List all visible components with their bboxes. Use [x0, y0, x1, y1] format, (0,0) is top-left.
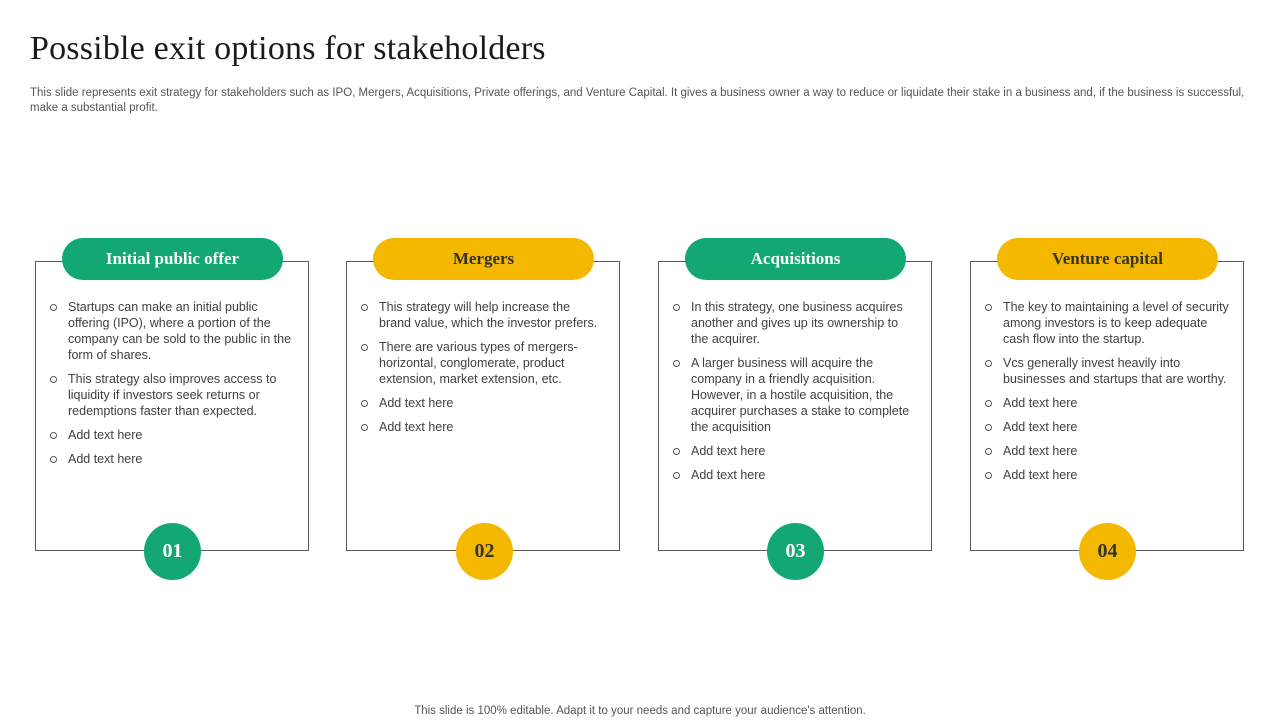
bullet-item: Startups can make an initial public offering (IPO), where a portion of the company can be sold to the public in the form of shares.: [50, 299, 294, 363]
card-number-badge: 04: [1079, 523, 1136, 580]
bullet-item: Add text here: [985, 419, 1229, 435]
card-bullet-list: [985, 299, 1229, 491]
bullet-item: Add text here: [985, 443, 1229, 459]
card-heading-acquisitions: Acquisitions: [685, 238, 906, 280]
bullet-item: This strategy also improves access to liquidity if investors seek returns or redemptions faster than expected.: [50, 371, 294, 419]
bullet-item: In this strategy, one business acquires another and gives up its ownership to the acquirer.: [673, 299, 917, 347]
bullet-item: Add text here: [673, 443, 917, 459]
bullet-item: Add text here: [50, 427, 294, 443]
card-heading-mergers: Mergers: [373, 238, 594, 280]
card-initial-public-offer: [35, 261, 309, 551]
bullet-item: There are various types of mergers- horizontal, conglomerate, product extension, market extension, etc.: [361, 339, 605, 387]
bullet-item: Add text here: [50, 451, 294, 467]
bullet-item: Add text here: [361, 395, 605, 411]
card-bullet-list: [361, 299, 605, 443]
page-subtitle: This slide represents exit strategy for stakeholders such as IPO, Mergers, Acquisitions, Private offerings, and Venture Capital. It gives a business owner a way to reduce or liquidate their stake in a business and, if the business is successful, make a substantial profit.: [30, 87, 1245, 114]
card-heading-initial-public-offer: Initial public offer: [62, 238, 283, 280]
bullet-item: Vcs generally invest heavily into businesses and startups that are worthy.: [985, 355, 1229, 387]
footer-note: This slide is 100% editable. Adapt it to your needs and capture your audience's attention.: [414, 705, 866, 717]
bullet-item: This strategy will help increase the brand value, which the investor prefers.: [361, 299, 605, 331]
card-venture-capital: [970, 261, 1244, 551]
card-number-badge: 03: [767, 523, 824, 580]
bullet-item: Add text here: [361, 419, 605, 435]
card-bullet-list: [673, 299, 917, 491]
page-title: Possible exit options for stakeholders: [30, 30, 546, 67]
bullet-item: A larger business will acquire the company in a friendly acquisition. However, in a hostile acquisition, the acquirer purchases a stake to complete the acquisition: [673, 355, 917, 435]
card-number-badge: 01: [144, 523, 201, 580]
bullet-item: The key to maintaining a level of security among investors is to keep adequate cash flow into the startup.: [985, 299, 1229, 347]
card-heading-venture-capital: Venture capital: [997, 238, 1218, 280]
card-mergers: [346, 261, 620, 551]
bullet-item: Add text here: [673, 467, 917, 483]
card-bullet-list: [50, 299, 294, 475]
card-number-badge: 02: [456, 523, 513, 580]
bullet-item: Add text here: [985, 467, 1229, 483]
card-acquisitions: [658, 261, 932, 551]
bullet-item: Add text here: [985, 395, 1229, 411]
